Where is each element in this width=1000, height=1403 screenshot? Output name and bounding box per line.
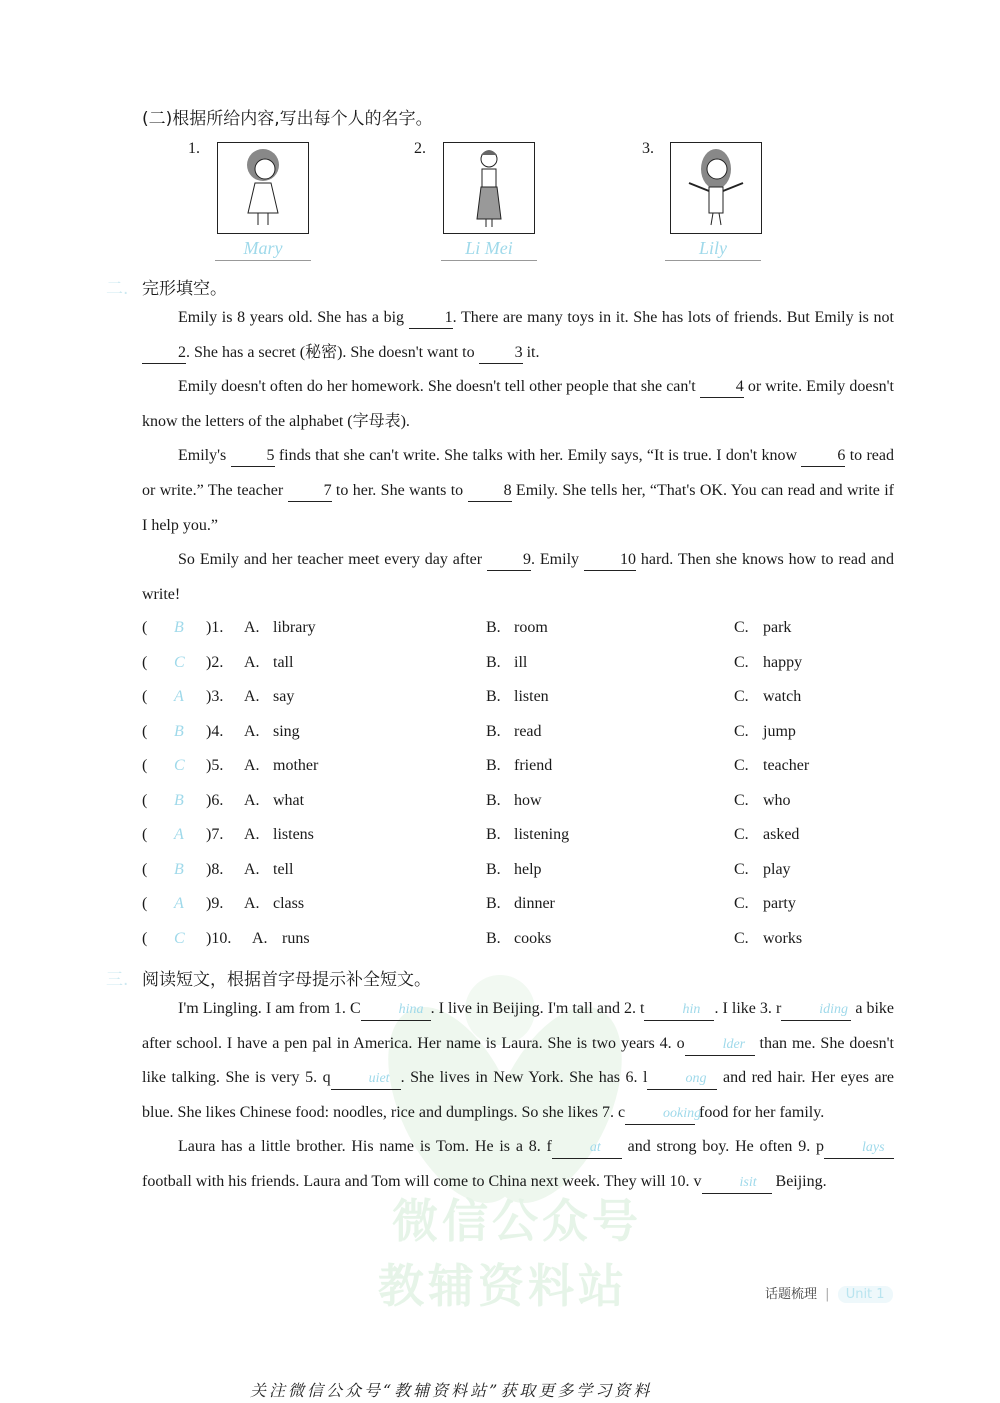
section-number: 二. [106, 279, 129, 299]
fill-blank-3[interactable]: iding [781, 999, 851, 1021]
girl-short-hair-skirt-icon [443, 142, 535, 234]
fill-blank-1[interactable]: hina [361, 999, 431, 1021]
option-a: class [273, 895, 305, 912]
answer-choice[interactable]: B [174, 792, 184, 809]
fill-blank-9[interactable]: lays [824, 1137, 894, 1159]
question-row-9: ( A )9. A. class B. dinner C. party [142, 895, 796, 912]
option-b: help [514, 861, 542, 878]
option-a: sing [273, 723, 300, 740]
reading-passage [142, 992, 894, 1200]
option-b: room [514, 619, 548, 636]
blank-2: 2 [142, 343, 186, 364]
option-c: asked [763, 826, 800, 843]
name-answer-line [665, 238, 761, 261]
option-a: say [273, 688, 295, 705]
blank-1: 1 [409, 308, 453, 329]
answer-choice[interactable]: B [174, 723, 184, 740]
watermark-line-1: 微信公众号 [392, 1194, 642, 1248]
question-row-8: ( B )8. A. tell B. help C. play [142, 861, 791, 878]
option-b: dinner [514, 895, 555, 912]
blank-8: 8 [468, 481, 512, 502]
question-row-4: ( B )4. A. sing B. read C. jump [142, 723, 796, 740]
option-a: what [273, 792, 305, 809]
option-a: tall [273, 654, 294, 671]
cloze-paragraph-3: Emily's 5 finds that she can't write. She talks with her. Emily says, “It is true. I don't know 6 to read or write.” The teacher 7 to her. She wants to 8 Emily. She tells her, “That's OK. You can read and write if I help you.” [142, 447, 895, 534]
option-b: friend [514, 757, 553, 774]
picture-number: 1. [188, 140, 200, 157]
fill-blank-7[interactable]: ooking [625, 1103, 695, 1125]
reading-paragraph-2: Laura has a little brother. His name is Tom. He is a 8. f at and strong boy. He often 9. p lays football with his friends. Laura and Tom will come to China next week. They will 10. v isit Beijing. [142, 1130, 894, 1199]
blank-3: 3 [479, 343, 523, 364]
fill-blank-10[interactable]: isit [702, 1172, 772, 1194]
option-c: watch [763, 688, 802, 705]
option-a: runs [282, 930, 310, 947]
cloze-paragraph-2: Emily doesn't often do her homework. She doesn't tell other people that she can't 4 or write. Emily doesn't know the letters of the alphabet (字母表). [142, 378, 895, 430]
question-row-6: ( B )6. A. what B. how C. who [142, 792, 791, 809]
cloze-passage [142, 301, 894, 612]
name-answer: Mary [243, 238, 283, 258]
option-a: tell [273, 861, 294, 878]
fill-blank-8[interactable]: at [552, 1137, 622, 1159]
fill-blank-2[interactable]: hin [644, 999, 714, 1021]
question-row-10: ( C )10. A. runs B. cooks C. works [142, 930, 803, 947]
option-b: read [514, 723, 542, 740]
name-answer: Lily [698, 238, 727, 258]
name-answer: Li Mei [465, 238, 513, 258]
option-c: happy [763, 654, 803, 671]
option-c: party [763, 895, 796, 912]
answer-choice[interactable]: C [174, 930, 185, 947]
blank-9: 9 [487, 550, 531, 571]
answer-choice[interactable]: B [174, 861, 184, 878]
blank-4: 4 [700, 377, 744, 398]
footer-unit-badge: Unit 1 [838, 1286, 893, 1303]
answer-choice[interactable]: C [174, 757, 185, 774]
cloze-section-title: 完形填空。 [142, 279, 227, 299]
option-c: park [763, 619, 792, 636]
footer-topic-label: 话题梳理 | Unit 1 [765, 1283, 893, 1302]
question-row-2: ( C )2. A. tall B. ill C. happy [142, 654, 803, 671]
option-c: works [763, 930, 803, 947]
option-b: listening [514, 826, 570, 843]
blank-7: 7 [288, 481, 332, 502]
option-b: cooks [514, 930, 552, 947]
option-c: play [763, 861, 791, 878]
watermark-line-2: 教辅资料站 [378, 1259, 628, 1313]
option-b: listen [514, 688, 549, 705]
footer-separator: | [825, 1287, 830, 1302]
answer-choice[interactable]: C [174, 654, 185, 671]
section-number: 三. [106, 970, 129, 990]
girl-waving-icon [670, 142, 762, 234]
answer-choice[interactable]: A [174, 895, 184, 912]
option-a: library [273, 619, 316, 636]
option-c: teacher [763, 757, 810, 774]
fill-blank-5[interactable]: uiet [331, 1068, 401, 1090]
blank-5: 5 [231, 446, 275, 467]
picture-number: 3. [642, 140, 654, 157]
cloze-paragraph-4: So Emily and her teacher meet every day after 9. Emily 10 hard. Then she knows how to read and write! [142, 551, 895, 603]
question-row-1: ( B )1. A. library B. room C. park [142, 619, 792, 636]
reading-paragraph-1: I'm Lingling. I am from 1. C hina . I live in Beijing. I'm tall and 2. t hin . I like 3. r iding a bike after school. I have a pen pal in America. Her name is Laura. She is two years 4. o lder than me. She doesn't like talking. She is very 5. q uiet . She lives in New York. She has 6. l ong and red hair. Her eyes are blue. She likes Chinese food: noodles, rice and dumplings. So she likes 7. c ooking food for her family. [142, 992, 894, 1130]
bottom-note: 关注微信公众号“教辅资料站”获取更多学习资料 [250, 1381, 653, 1400]
option-c: jump [763, 723, 796, 740]
reading-section-title: 阅读短文，根据首字母提示补全短文。 [142, 970, 431, 990]
picture-section-title: (二)根据所给内容,写出每个人的名字。 [142, 109, 433, 129]
blank-6: 6 [801, 446, 845, 467]
option-b: how [514, 792, 542, 809]
answer-choice[interactable]: A [174, 688, 184, 705]
picture-number: 2. [414, 140, 426, 157]
name-answer-line [215, 238, 311, 261]
question-row-5: ( C )5. A. mother B. friend C. teacher [142, 757, 810, 774]
question-row-7: ( A )7. A. listens B. listening C. asked [142, 826, 800, 843]
fill-blank-4[interactable]: lder [685, 1034, 755, 1056]
girl-curly-hair-dress-icon [217, 142, 309, 234]
answer-choice[interactable]: B [174, 619, 184, 636]
blank-10: 10 [584, 550, 636, 571]
question-row-3: ( A )3. A. say B. listen C. watch [142, 688, 802, 705]
name-answer-line [441, 238, 537, 261]
fill-blank-6[interactable]: ong [647, 1068, 717, 1090]
option-b: ill [514, 654, 528, 671]
answer-choice[interactable]: A [174, 826, 184, 843]
option-a: mother [273, 757, 319, 774]
cloze-paragraph-1: Emily is 8 years old. She has a big 1. There are many toys in it. She has lots of friends. But Emily is not 2. She has a secret (秘密). She doesn't want to 3 it. [142, 301, 894, 370]
option-a: listens [273, 826, 314, 843]
option-c: who [763, 792, 791, 809]
